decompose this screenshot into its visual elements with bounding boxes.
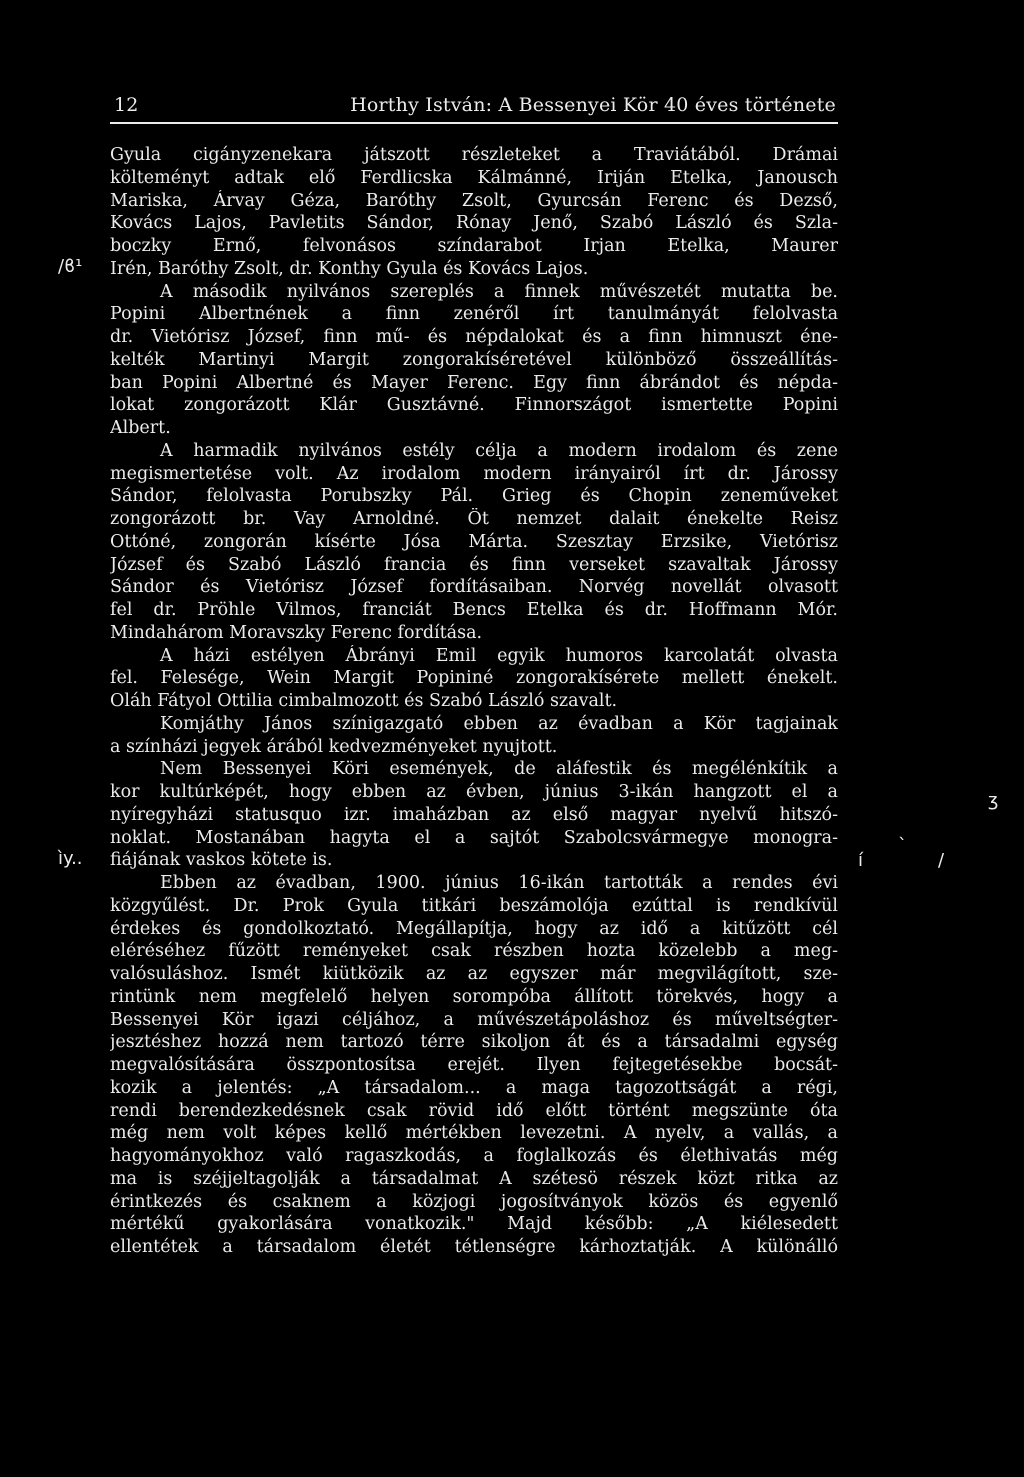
text-line: Mariska, Árvay Géza, Baróthy Zsolt, Gyurcsán Ferenc és Dezső, xyxy=(110,190,838,211)
text-line: érdekes és gondolkoztató. Megállapítja, hogy az idő a kitűzött cél xyxy=(110,918,838,939)
text-line: a színházi jegyek árából kedvezményeket nyujtott. xyxy=(110,736,558,757)
text-line: még nem volt képes kellő mértékben levezetni. A nyelv, a vallás, a xyxy=(110,1123,838,1144)
text-line: valósuláshoz. Ismét kiütközik az az egyszer már megvilágított, sze- xyxy=(110,964,838,984)
text-line: érintkezés és csaknem a közjogi jogosítványok közös és egyenlő xyxy=(110,1191,838,1212)
text-line: Ottóné, zongorán kísérte Jósa Márta. Szesztay Erzsike, Vietórisz xyxy=(110,531,838,552)
text-line: jesztéshez hozzá nem tartozó térre sikoljon át és a társadalmi egység xyxy=(110,1032,838,1053)
text-line: A harmadik nyilvános estély célja a modern irodalom és zene xyxy=(160,440,838,461)
text-line: ellentétek a társadalom életét tétlenségre kárhoztatják. A különálló xyxy=(110,1237,838,1257)
text-line: nyíregyházi statusquo izr. imaházban az első magyar nyelvű hitszó- xyxy=(110,804,838,825)
margin-mark-left-top: /ϐ¹ xyxy=(58,256,83,277)
text-line: zongorázott br. Vay Arnoldné. Öt nemzet dalait énekelte Reisz xyxy=(110,509,838,529)
text-line: Popini Albertnének a finn zenéről írt tanulmányát felolvasta xyxy=(110,304,838,325)
text-line: boczky Ernő, felvonásos színdarabot Irjan Etelka, Maurer xyxy=(110,236,838,256)
text-line: kozik a jelentés: „A társadalom... a maga tagozottságát a régi, xyxy=(110,1077,838,1098)
text-line: fel. Felesége, Wein Margit Popininé zongorakísérete mellett énekelt. xyxy=(110,668,838,689)
margin-mark-right-d: / xyxy=(938,850,945,871)
text-line: mértékű gyakorlására vonatkozik." Majd később: „A kiélesedett xyxy=(110,1214,838,1235)
text-line: noklat. Mostanában hagyta el a sajtót Szabolcsvármegye monogra- xyxy=(110,827,838,848)
body-text xyxy=(110,144,838,1259)
text-line: Bessenyei Kör igazi céljához, a művészetápoláshoz és műveltségter- xyxy=(110,1009,838,1030)
running-title: Horthy István: A Bessenyei Kör 40 éves története xyxy=(350,94,836,116)
text-line: Albert. xyxy=(110,418,171,438)
text-line: dr. Vietórisz József, finn mű- és népdalokat és a finn himnuszt éne- xyxy=(110,327,838,347)
text-line: József és Szabó László francia és finn verseket szavaltak Járossy xyxy=(110,554,838,575)
document-page xyxy=(110,94,838,1259)
text-line: Sándor és Vietórisz József fordításaiban. Norvég novellát olvasott xyxy=(110,577,838,598)
text-line: ban Popini Albertné és Mayer Ferenc. Egy finn ábrándot és népda- xyxy=(110,372,838,393)
text-line: Oláh Fátyol Ottilia cimbalmozott és Szabó László szavalt. xyxy=(110,691,618,711)
margin-mark-right-b: ˎ xyxy=(898,820,907,841)
margin-mark-right-c: í xyxy=(858,850,864,871)
running-header xyxy=(110,94,838,124)
text-line: kelték Martinyi Margit zongorakíséretével különböző összeállítás- xyxy=(110,349,838,370)
text-line: hagyományokhoz való ragaszkodás, a foglalkozás és élethivatás még xyxy=(110,1146,838,1166)
text-line: megvalósítására összpontosítsa erejét. Ilyen fejtegetésekbe bocsát- xyxy=(110,1055,838,1075)
text-line: Mindahárom Moravszky Ferenc fordítása. xyxy=(110,622,483,643)
text-line: Komjáthy János színigazgató ebben az évadban a Kör tagjainak xyxy=(160,713,838,734)
text-line: rendi berendezkedésnek csak rövid idő előtt történt megszünte óta xyxy=(110,1100,838,1121)
margin-mark-left-mid: ìy.. xyxy=(58,848,83,869)
text-line: eléréséhez fűzött reményeket csak részben hozta közelebb a meg- xyxy=(110,941,838,962)
text-line: Kovács Lajos, Pavletits Sándor, Rónay Jenő, Szabó László és Szla- xyxy=(110,213,838,234)
text-line: A házi estélyen Ábrányi Emil egyik humoros karcolatát olvasta xyxy=(160,645,838,666)
text-line: ma is széjjeltagolják a társadalmat A szétesö részek közt ritka az xyxy=(110,1168,838,1189)
text-line: fel dr. Pröhle Vilmos, franciát Bencs Etelka és dr. Hoffmann Mór. xyxy=(110,600,838,620)
text-line: Irén, Baróthy Zsolt, dr. Konthy Gyula és Kovács Lajos. xyxy=(110,258,589,279)
text-line: Sándor, felolvasta Porubszky Pál. Grieg és Chopin zeneműveket xyxy=(110,486,838,507)
text-line: közgyűlést. Dr. Prok Gyula titkári beszámolója ezúttal is rendkívül xyxy=(110,895,838,916)
text-line: megismertetése volt. Az irodalom modern irányairól írt dr. Járossy xyxy=(110,463,838,484)
text-line: Gyula cigányzenekara játszott részleteket a Traviátából. Drámai xyxy=(110,145,838,165)
page-number: 12 xyxy=(114,94,139,116)
margin-mark-right-a: ʒ xyxy=(988,790,999,811)
text-line: A második nyilvános szereplés a finnek művészetét mutatta be. xyxy=(160,281,838,302)
text-line: kor kultúrképét, hogy ebben az évben, június 3-ikán hangzott el a xyxy=(110,782,838,802)
text-line: lokat zongorázott Klár Gusztávné. Finnországot ismertette Popini xyxy=(110,395,838,416)
text-line: költeményt adtak elő Ferdlicska Kálmánné, Iriján Etelka, Janousch xyxy=(110,167,838,188)
text-line: Nem Bessenyei Köri események, de aláfestik és megélénkítik a xyxy=(160,759,838,780)
text-line: rintünk nem megfelelő helyen sorompóba állított törekvés, hogy a xyxy=(110,986,838,1007)
text-line: Ebben az évadban, 1900. június 16-ikán tartották a rendes évi xyxy=(160,873,838,893)
text-line: fiájának vaskos kötete is. xyxy=(110,850,333,871)
